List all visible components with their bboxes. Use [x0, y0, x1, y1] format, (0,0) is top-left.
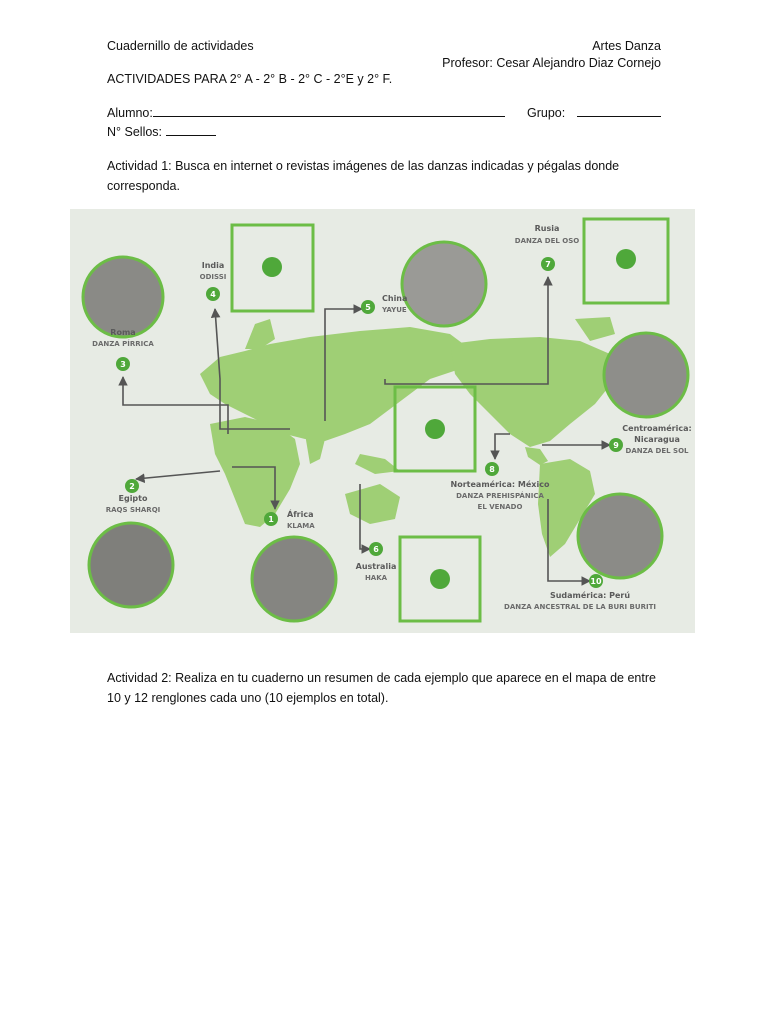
label-australia-dance: HAKA — [364, 574, 388, 582]
label-nicaragua-region-2: Nicaragua — [634, 435, 680, 444]
marker-4-number: 4 — [210, 290, 216, 299]
photo-egipto — [89, 523, 173, 607]
label-peru-region: Sudamérica: Perú — [549, 591, 631, 600]
marker-1-number: 1 — [268, 515, 274, 524]
badge-icon — [616, 249, 636, 269]
groups-line: ACTIVIDADES PARA 2° A - 2° B - 2° C - 2°E y 2° F. — [107, 72, 393, 86]
badge-icon — [425, 419, 445, 439]
label-china-dance: YAYUE — [382, 306, 407, 314]
photo-africa — [252, 537, 336, 621]
notebook-title: Cuadernillo de actividades — [107, 39, 254, 53]
stamps-field — [107, 123, 216, 140]
world-map-figure — [70, 209, 695, 633]
teacher-name: Profesor: Cesar Alejandro Diaz Cornejo — [442, 56, 661, 70]
badge-icon — [430, 569, 450, 589]
label-egipto-dance: RAQS SHARQI — [105, 506, 161, 514]
marker-9-number: 9 — [613, 441, 619, 450]
subject-label: Artes Danza — [592, 39, 661, 53]
marker-7-number: 7 — [545, 260, 551, 269]
label-nicaragua-region: Centroamérica: — [622, 424, 692, 433]
label-mexico-region: Norteamérica: México — [450, 480, 550, 489]
badge-icon — [262, 257, 282, 277]
photo-nicaragua — [604, 333, 688, 417]
label-egipto-region: Egipto — [118, 494, 148, 503]
label-africa-dance: KLAMA — [287, 522, 315, 530]
label-china-region: China — [382, 294, 408, 303]
marker-2-number: 2 — [129, 482, 135, 491]
label-nicaragua-dance: DANZA DEL SOL — [625, 447, 689, 455]
stamps-blank — [166, 123, 216, 136]
label-mexico-dance: DANZA PREHISPÁNICA — [456, 492, 544, 500]
label-australia-region: Australia — [355, 562, 397, 571]
activity-1-text: Actividad 1: Busca en internet o revistas imágenes de las danzas indicadas y pégalas donde corresponda. — [107, 159, 620, 193]
marker-5-number: 5 — [365, 303, 371, 312]
student-label: Alumno: — [107, 106, 153, 120]
label-mexico-dance-2: EL VENADO — [477, 503, 523, 511]
label-rusia-dance: DANZA DEL OSO — [514, 237, 580, 245]
stamps-label: N° Sellos: — [107, 125, 163, 139]
group-blank — [577, 104, 661, 117]
group-field — [527, 104, 661, 121]
photo-roma — [83, 257, 163, 337]
photo-china — [402, 242, 486, 326]
continents — [200, 317, 615, 557]
marker-6-number: 6 — [373, 545, 379, 554]
marker-3-number: 3 — [120, 360, 126, 369]
label-roma-region: Roma — [110, 328, 136, 337]
marker-10-number: 10 — [590, 577, 602, 586]
photo-peru — [578, 494, 662, 578]
label-peru-dance: DANZA ANCESTRAL DE LA BURI BURITI — [504, 603, 656, 611]
label-india-dance: ODISSI — [199, 273, 227, 281]
label-rusia-region: Rusia — [534, 224, 560, 233]
label-india-region: India — [201, 261, 225, 270]
marker-8-number: 8 — [489, 465, 495, 474]
student-blank — [153, 104, 505, 117]
group-label: Grupo: — [527, 106, 566, 120]
label-roma-dance: DANZA PÍRRICA — [92, 340, 154, 348]
student-field — [107, 104, 505, 121]
label-africa-region: África — [287, 510, 314, 519]
activity-2-text: Actividad 2: Realiza en tu cuaderno un resumen de cada ejemplo que aparece en el mapa de entre 10 y 12 renglones cada uno (10 ejemplos en total). — [107, 671, 656, 705]
